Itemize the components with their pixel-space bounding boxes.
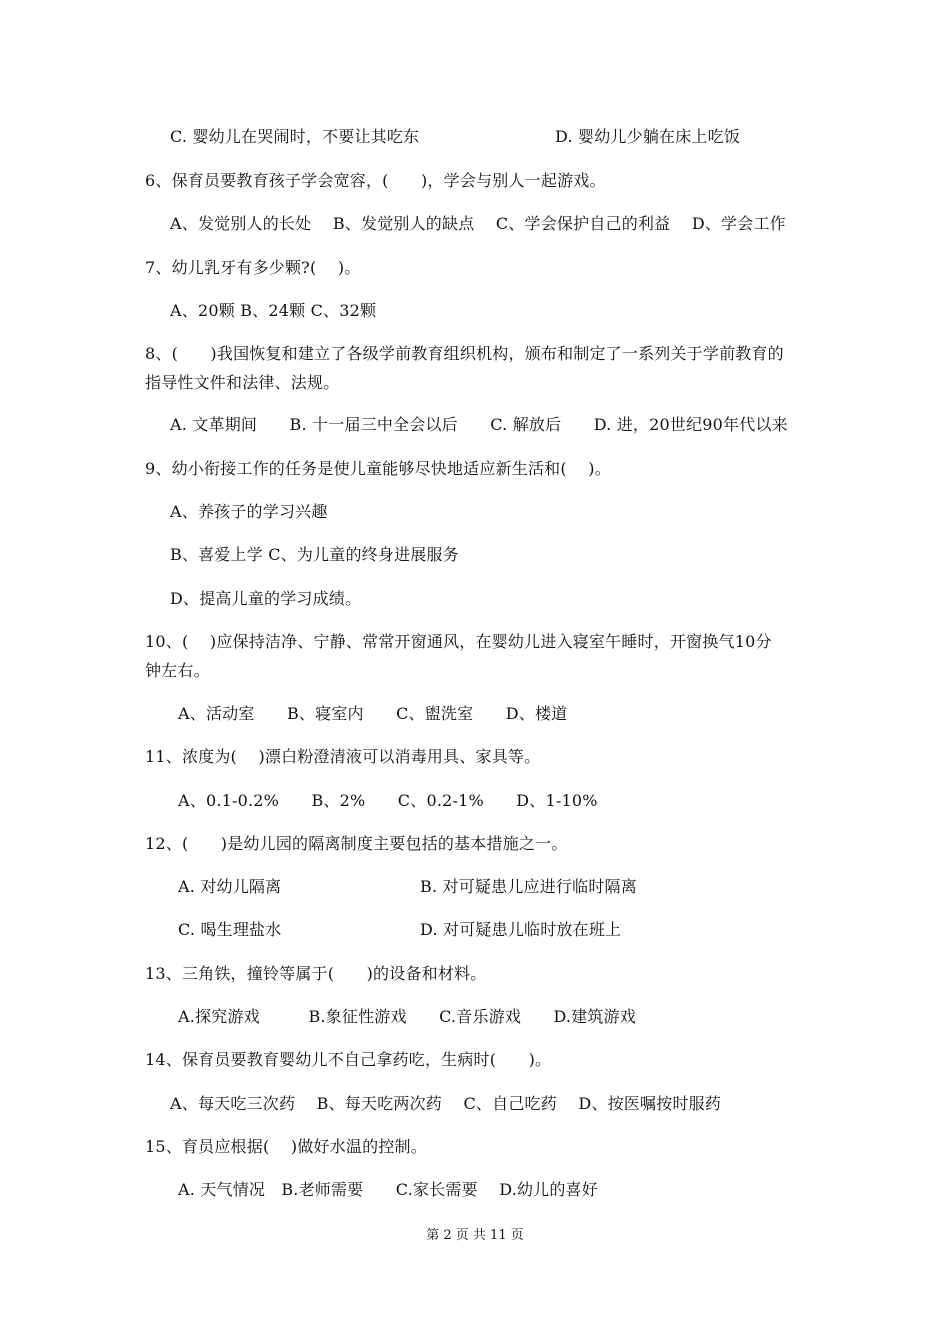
question-10-line-2: 钟左右。 bbox=[145, 661, 210, 680]
question-6: 6、保育员要教育孩子学会宽容，( )，学会与别人一起游戏。 bbox=[145, 171, 606, 190]
question-6-options: A、发觉别人的长处 B、发觉别人的缺点 C、学会保护自己的利益 D、学会工作 bbox=[170, 214, 786, 233]
question-15-options: A. 天气情况 B.老师需要 C.家长需要 D.幼儿的喜好 bbox=[178, 1180, 598, 1199]
question-8-line-1: 8、( )我国恢复和建立了各级学前教育组织机构，颁布和制定了一系列关于学前教育的 bbox=[145, 344, 784, 363]
question-12-option-c: C. 喝生理盐水 bbox=[178, 920, 282, 939]
question-15: 15、育员应根据( )做好水温的控制。 bbox=[145, 1137, 427, 1156]
question-7-options: A、20颗 B、24颗 C、32颗 bbox=[170, 301, 377, 320]
question-7: 7、幼儿乳牙有多少颗?( )。 bbox=[145, 258, 361, 277]
question-14-options: A、每天吃三次药 B、每天吃两次药 C、自己吃药 D、按医嘱按时服药 bbox=[170, 1094, 722, 1113]
question-11: 11、浓度为( )漂白粉澄清液可以消毒用具、家具等。 bbox=[145, 747, 541, 766]
question-12-option-b: B. 对可疑患儿应进行临时隔离 bbox=[420, 877, 637, 896]
question-12-option-a: A. 对幼儿隔离 bbox=[178, 877, 282, 896]
question-9-option-d: D、提高儿童的学习成绩。 bbox=[170, 589, 362, 608]
q5-option-c: C. 婴幼儿在哭闹时，不要让其吃东 bbox=[170, 127, 420, 146]
question-8-options: A. 文革期间 B. 十一届三中全会以后 C. 解放后 D. 进，20世纪90年代以来 bbox=[170, 415, 788, 434]
question-13-options: A.探究游戏 B.象征性游戏 C.音乐游戏 D.建筑游戏 bbox=[178, 1007, 636, 1026]
question-12-option-d: D. 对可疑患儿临时放在班上 bbox=[420, 920, 622, 939]
question-10-options: A、活动室 B、寝室内 C、盥洗室 D、楼道 bbox=[178, 704, 568, 723]
question-9-option-bc: B、喜爱上学 C、为儿童的终身进展服务 bbox=[170, 545, 459, 564]
question-11-options: A、0.1-0.2% B、2% C、0.2-1% D、1-10% bbox=[178, 791, 598, 810]
question-9-option-a: A、养孩子的学习兴趣 bbox=[170, 502, 328, 521]
question-10-line-1: 10、( )应保持洁净、宁静、常常开窗通风，在婴幼儿进入寝室午睡时，开窗换气10分 bbox=[145, 632, 772, 651]
question-12: 12、( )是幼儿园的隔离制度主要包括的基本措施之一。 bbox=[145, 834, 568, 853]
question-8-line-2: 指导性文件和法律、法规。 bbox=[145, 373, 340, 392]
question-14: 14、保育员要教育婴幼儿不自己拿药吃，生病时( )。 bbox=[145, 1050, 552, 1069]
question-9: 9、幼小衔接工作的任务是使儿童能够尽快地适应新生活和( )。 bbox=[145, 459, 611, 478]
page-footer: 第 2 页 共 11 页 bbox=[426, 1228, 524, 1243]
q5-option-d: D. 婴幼儿少躺在床上吃饭 bbox=[555, 127, 741, 146]
question-13: 13、三角铁，撞铃等属于( )的设备和材料。 bbox=[145, 964, 487, 983]
